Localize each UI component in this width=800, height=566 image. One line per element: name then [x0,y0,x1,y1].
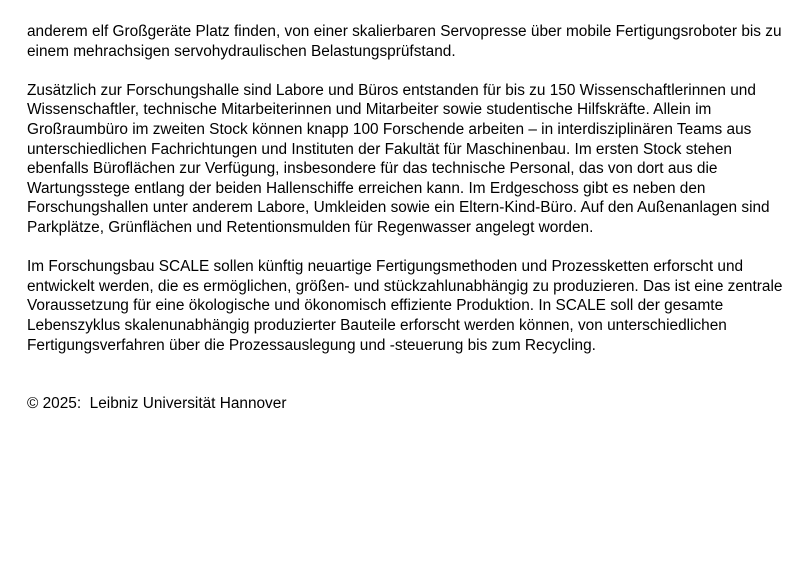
paragraph-labs-offices: Zusätzlich zur Forschungshalle sind Labore und Büros entstanden für bis zu 150 Wissenschaftlerinnen und Wissenschaftler, technische Mitarbeiterinnen und Mitarbeiter sowie studentische Hilfskräfte. Allein im Großraumbüro im zweiten Stock können knapp 100 Forschende arbeiten – in interdisziplinären Teams aus unterschiedlichen Fachrichtungen und Instituten der Fakultät für Maschinenbau. Im ersten Stock stehen ebenfalls Büroflächen zur Verfügung, insbesondere für das technische Personal, das von dort aus die Wartungsstege entlang der beiden Hallenschiffe erreichen kann. Im Erdgeschoss gibt es neben den Forschungshallen unter anderem Labore, Umkleiden sowie ein Eltern-Kind-Büro. Auf den Außenanlagen sind Parkplätze, Grünflächen und Retentionsmulden für Regenwasser angelegt worden. [27,81,770,236]
copyright-notice: © 2025: Leibniz Universität Hannover [27,395,287,413]
paragraph-equipment: anderem elf Großgeräte Platz finden, von einer skalierbaren Servopresse über mobile Fertigungsroboter bis zu einem mehrachsigen servohydraulischen Belastungsprüfstand. [27,23,782,60]
paragraph-research-scale: Im Forschungsbau SCALE sollen künftig neuartige Fertigungsmethoden und Prozessketten erforscht und entwickelt werden, die es ermöglichen, größen- und stückzahlunabhängig zu produzieren. Das ist eine zentrale Voraussetzung für eine ökologische und ökonomisch effiziente Produktion. In SCALE soll der gesamte Lebenszyklus skalenunabhängig produzierter Bauteile erforscht werden können, von unterschiedlichen Fertigungsverfahren über die Prozessauslegung und -steuerung bis zum Recycling. [27,258,783,354]
document-body [27,22,787,414]
